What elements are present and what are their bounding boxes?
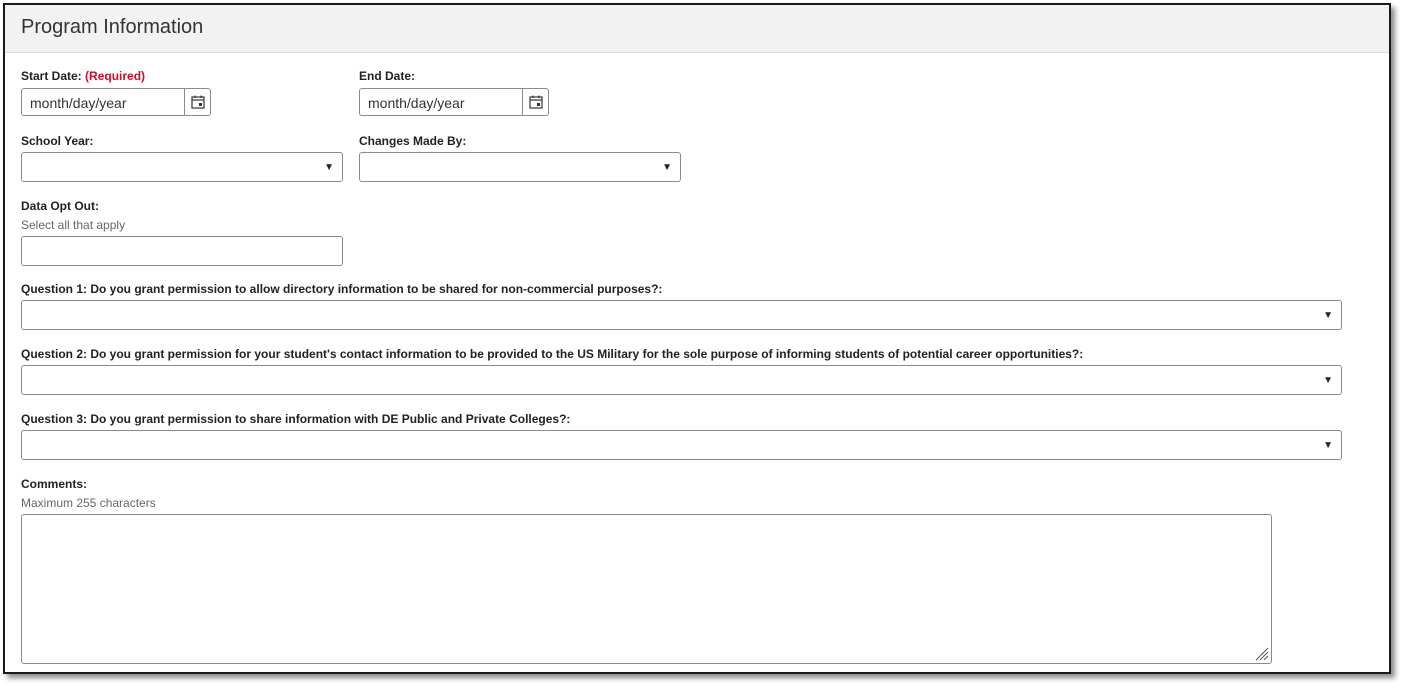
start-date-label (21, 69, 145, 83)
question-2-select[interactable] (21, 365, 1342, 395)
data-opt-out-label: Data Opt Out: (21, 199, 99, 213)
chevron-down-icon: ▼ (662, 162, 672, 173)
comments-textarea[interactable] (21, 514, 1272, 664)
start-date-input[interactable]: month/day/year (30, 95, 127, 111)
changes-made-by-select[interactable] (359, 152, 681, 182)
question-1-select[interactable] (21, 300, 1342, 330)
required-indicator: (Required) (85, 69, 146, 83)
panel-header (5, 5, 1389, 53)
chevron-down-icon: ▼ (1323, 310, 1333, 321)
end-date-field[interactable] (359, 88, 549, 116)
school-year-label: School Year: (21, 134, 94, 148)
calendar-icon (191, 95, 205, 109)
resize-grip-icon[interactable] (1253, 645, 1269, 661)
start-date-calendar-button[interactable] (184, 89, 210, 115)
end-date-input[interactable]: month/day/year (368, 95, 465, 111)
chevron-down-icon: ▼ (1323, 440, 1333, 451)
question-2-label: Question 2: Do you grant permission for your student's contact information to be provided to the US Military for the sole purpose of informing students of potential career opportunities?: (21, 347, 1084, 361)
question-3-select[interactable] (21, 430, 1342, 460)
school-year-select[interactable] (21, 152, 343, 182)
page-title: Program Information (21, 16, 204, 38)
data-opt-out-multiselect[interactable] (21, 236, 343, 266)
data-opt-out-hint: Select all that apply (21, 218, 126, 232)
end-date-calendar-button[interactable] (522, 89, 548, 115)
start-date-label-text: Start Date: (21, 69, 82, 83)
question-1-label: Question 1: Do you grant permission to allow directory information to be shared for non-commercial purposes?: (21, 282, 663, 296)
program-information-panel (3, 3, 1391, 674)
changes-made-by-label: Changes Made By: (359, 134, 467, 148)
start-date-field[interactable] (21, 88, 211, 116)
calendar-icon (529, 95, 543, 109)
question-3-label: Question 3: Do you grant permission to share information with DE Public and Private Colleges?: (21, 412, 571, 426)
comments-hint: Maximum 255 characters (21, 496, 156, 510)
end-date-label: End Date: (359, 69, 416, 83)
chevron-down-icon: ▼ (1323, 375, 1333, 386)
comments-label: Comments: (21, 477, 88, 491)
chevron-down-icon: ▼ (324, 162, 334, 173)
